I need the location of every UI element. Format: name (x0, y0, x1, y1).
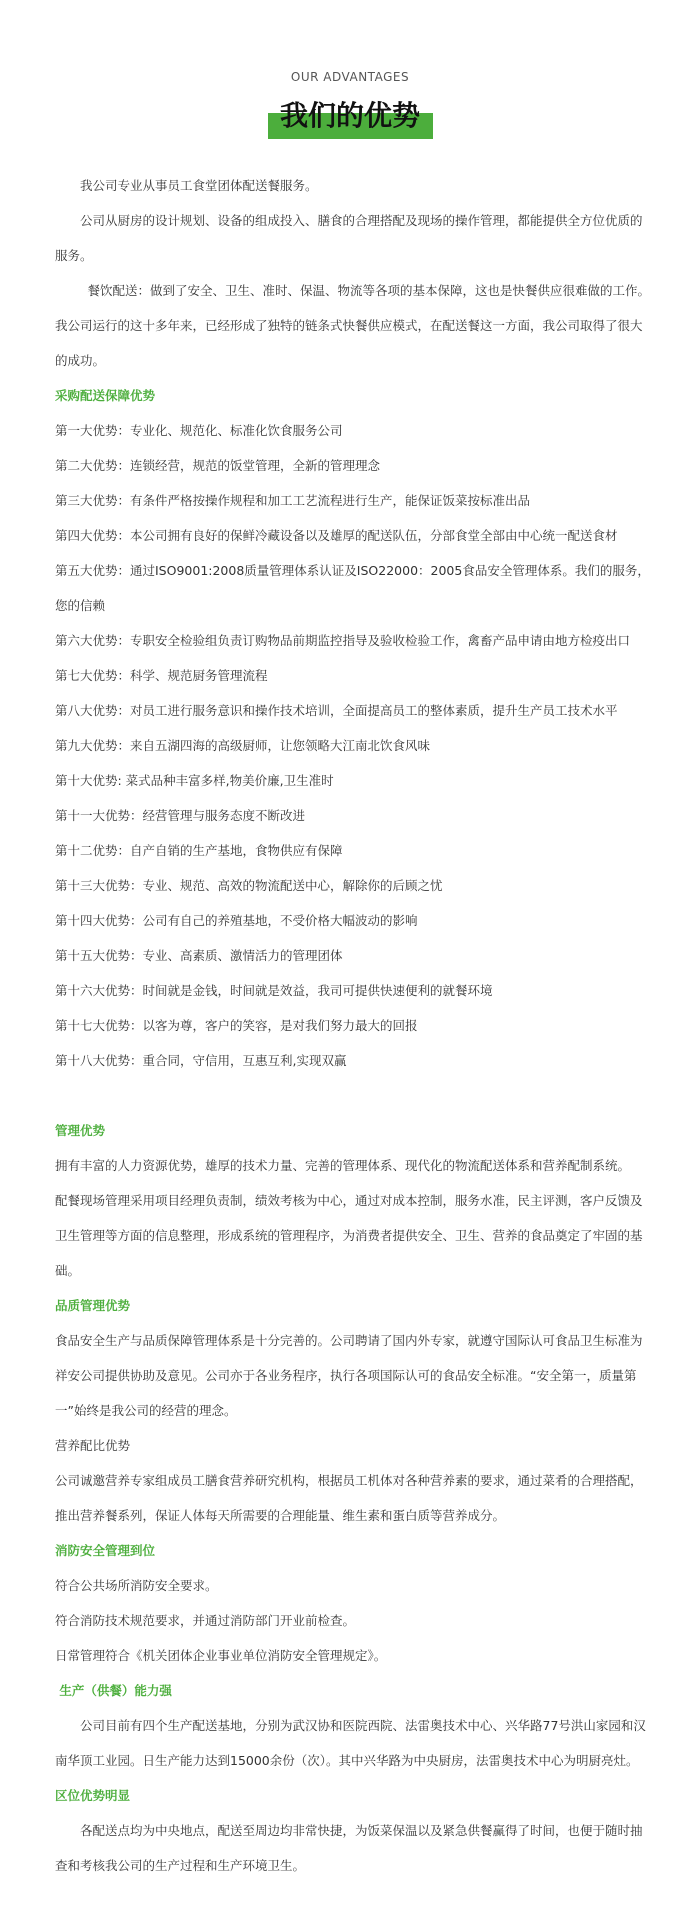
list-item: 第十三大优势：专业、规范、高效的物流配送中心，解除你的后顾之忧 (55, 878, 443, 893)
list-item: 第六大优势：专职安全检验组负责订购物品前期监控指导及验收检验工作，禽畜产品申请由地方检疫出口 (55, 633, 631, 648)
list-item: 第三大优势：有条件严格按操作规程和加工工艺流程进行生产，能保证饭菜按标准出品 (55, 493, 531, 508)
list-item: 第二大优势：连锁经营，规范的饭堂管理，全新的管理理念 (55, 458, 381, 473)
section-heading-quality: 品质管理优势 (55, 1298, 131, 1313)
location-paragraph: 各配送点均为中央地点，配送至周边均非常快捷，为饭菜保温以及紧急供餐赢得了时间，也便于随时抽查和考核我公司的生产过程和生产环境卫生。 (55, 1823, 643, 1873)
list-item: 第十八大优势：重合同，守信用，互惠互利,实现双赢 (55, 1053, 347, 1068)
page-title: 我们的优势 (279, 99, 420, 132)
list-item: 第九大优势：来自五湖四海的高级厨师，让您领略大江南北饮食风味 (55, 738, 431, 753)
capacity-paragraph: 公司目前有四个生产配送基地，分别为武汉协和医院西院、法雷奥技术中心、兴华路77号洪山家园和汉南华顶工业园。日生产能力达到15000余份（次）。其中兴华路为中央厨房，法雷奥技术中心为明厨亮灶。 (55, 1718, 646, 1768)
nutrition-paragraph: 公司诚邀营养专家组成员工膳食营养研究机构，根据员工机体对各种营养素的要求，通过菜肴的合理搭配，推出营养餐系列，保证人体每天所需要的合理能量、维生素和蛋白质等营养成分。 (55, 1473, 643, 1523)
list-item: 第十二优势：自产自销的生产基地，食物供应有保障 (55, 843, 343, 858)
section-heading-management: 管理优势 (55, 1123, 106, 1138)
list-item: 第五大优势：通过ISO9001:2008质量管理体系认证及ISO22000：2005食品安全管理体系。我们的服务，您的信赖 (55, 563, 650, 613)
list-item: 第八大优势：对员工进行服务意识和操作技术培训，全面提高员工的整体素质，提升生产员工技术水平 (55, 703, 618, 718)
list-item: 第十一大优势：经营管理与服务态度不断改进 (55, 808, 306, 823)
title-wrap (0, 98, 700, 134)
list-item: 第十五大优势：专业、高素质、激情活力的管理团体 (55, 948, 343, 963)
content (55, 168, 650, 1883)
section-heading-nutrition: 营养配比优势 (55, 1438, 131, 1453)
section-heading-fire-safety: 消防安全管理到位 (55, 1543, 156, 1558)
procurement-list (55, 413, 650, 1078)
list-item: 第七大优势：科学、规范厨务管理流程 (55, 668, 268, 683)
section-heading-procurement: 采购配送保障优势 (55, 388, 156, 403)
intro-paragraph: 餐饮配送：做到了安全、卫生、准时、保温、物流等各项的基本保障，这也是快餐供应很难做的工作。我公司运行的这十多年来，已经形成了独特的链条式快餐供应模式，在配送餐这一方面，我公司取得了很大的成功。 (55, 283, 651, 368)
fire-safety-item: 符合消防技术规范要求，并通过消防部门开业前检查。 (55, 1613, 356, 1628)
management-paragraph: 拥有丰富的人力资源优势，雄厚的技术力量、完善的管理体系、现代化的物流配送体系和营养配制系统。 (55, 1158, 631, 1173)
section-heading-capacity: 生产（供餐）能力强 (55, 1683, 172, 1698)
list-item: 第十七大优势：以客为尊，客户的笑容，是对我们努力最大的回报 (55, 1018, 418, 1033)
quality-paragraph: 食品安全生产与品质保障管理体系是十分完善的。公司聘请了国内外专家，就遵守国际认可食品卫生标准为祥安公司提供协助及意见。公司亦于各业务程序，执行各项国际认可的食品安全标准。“安全第一，质量第一”始终是我公司的经营的理念。 (55, 1333, 643, 1418)
intro-paragraph: 我公司专业从事员工食堂团体配送餐服务。 (80, 178, 318, 193)
list-item: 第十六大优势：时间就是金钱，时间就是效益，我司可提供快速便利的就餐环境 (55, 983, 493, 998)
section-eyebrow: OUR ADVANTAGES (290, 70, 410, 84)
fire-safety-item: 符合公共场所消防安全要求。 (55, 1578, 218, 1593)
list-item: 第一大优势：专业化、规范化、标准化饮食服务公司 (55, 423, 343, 438)
management-paragraph: 配餐现场管理采用项目经理负责制，绩效考核为中心，通过对成本控制，服务水准，民主评测，客户反馈及卫生管理等方面的信息整理，形成系统的管理程序，为消费者提供安全、卫生、营养的食品奠定了牢固的基础。 (55, 1193, 643, 1278)
list-item: 第四大优势：本公司拥有良好的保鲜冷藏设备以及雄厚的配送队伍，分部食堂全部由中心统一配送食材 (55, 528, 618, 543)
list-item: 第十四大优势：公司有自己的养殖基地，不受价格大幅波动的影响 (55, 913, 418, 928)
intro-paragraph: 公司从厨房的设计规划、设备的组成投入、膳食的合理搭配及现场的操作管理，都能提供全方位优质的服务。 (55, 213, 643, 263)
fire-safety-item: 日常管理符合《机关团体企业事业单位消防安全管理规定》。 (55, 1648, 387, 1663)
list-item: 第十大优势: 菜式品种丰富多样,物美价廉,卫生准时 (55, 773, 334, 788)
section-heading-location: 区位优势明显 (55, 1788, 131, 1803)
